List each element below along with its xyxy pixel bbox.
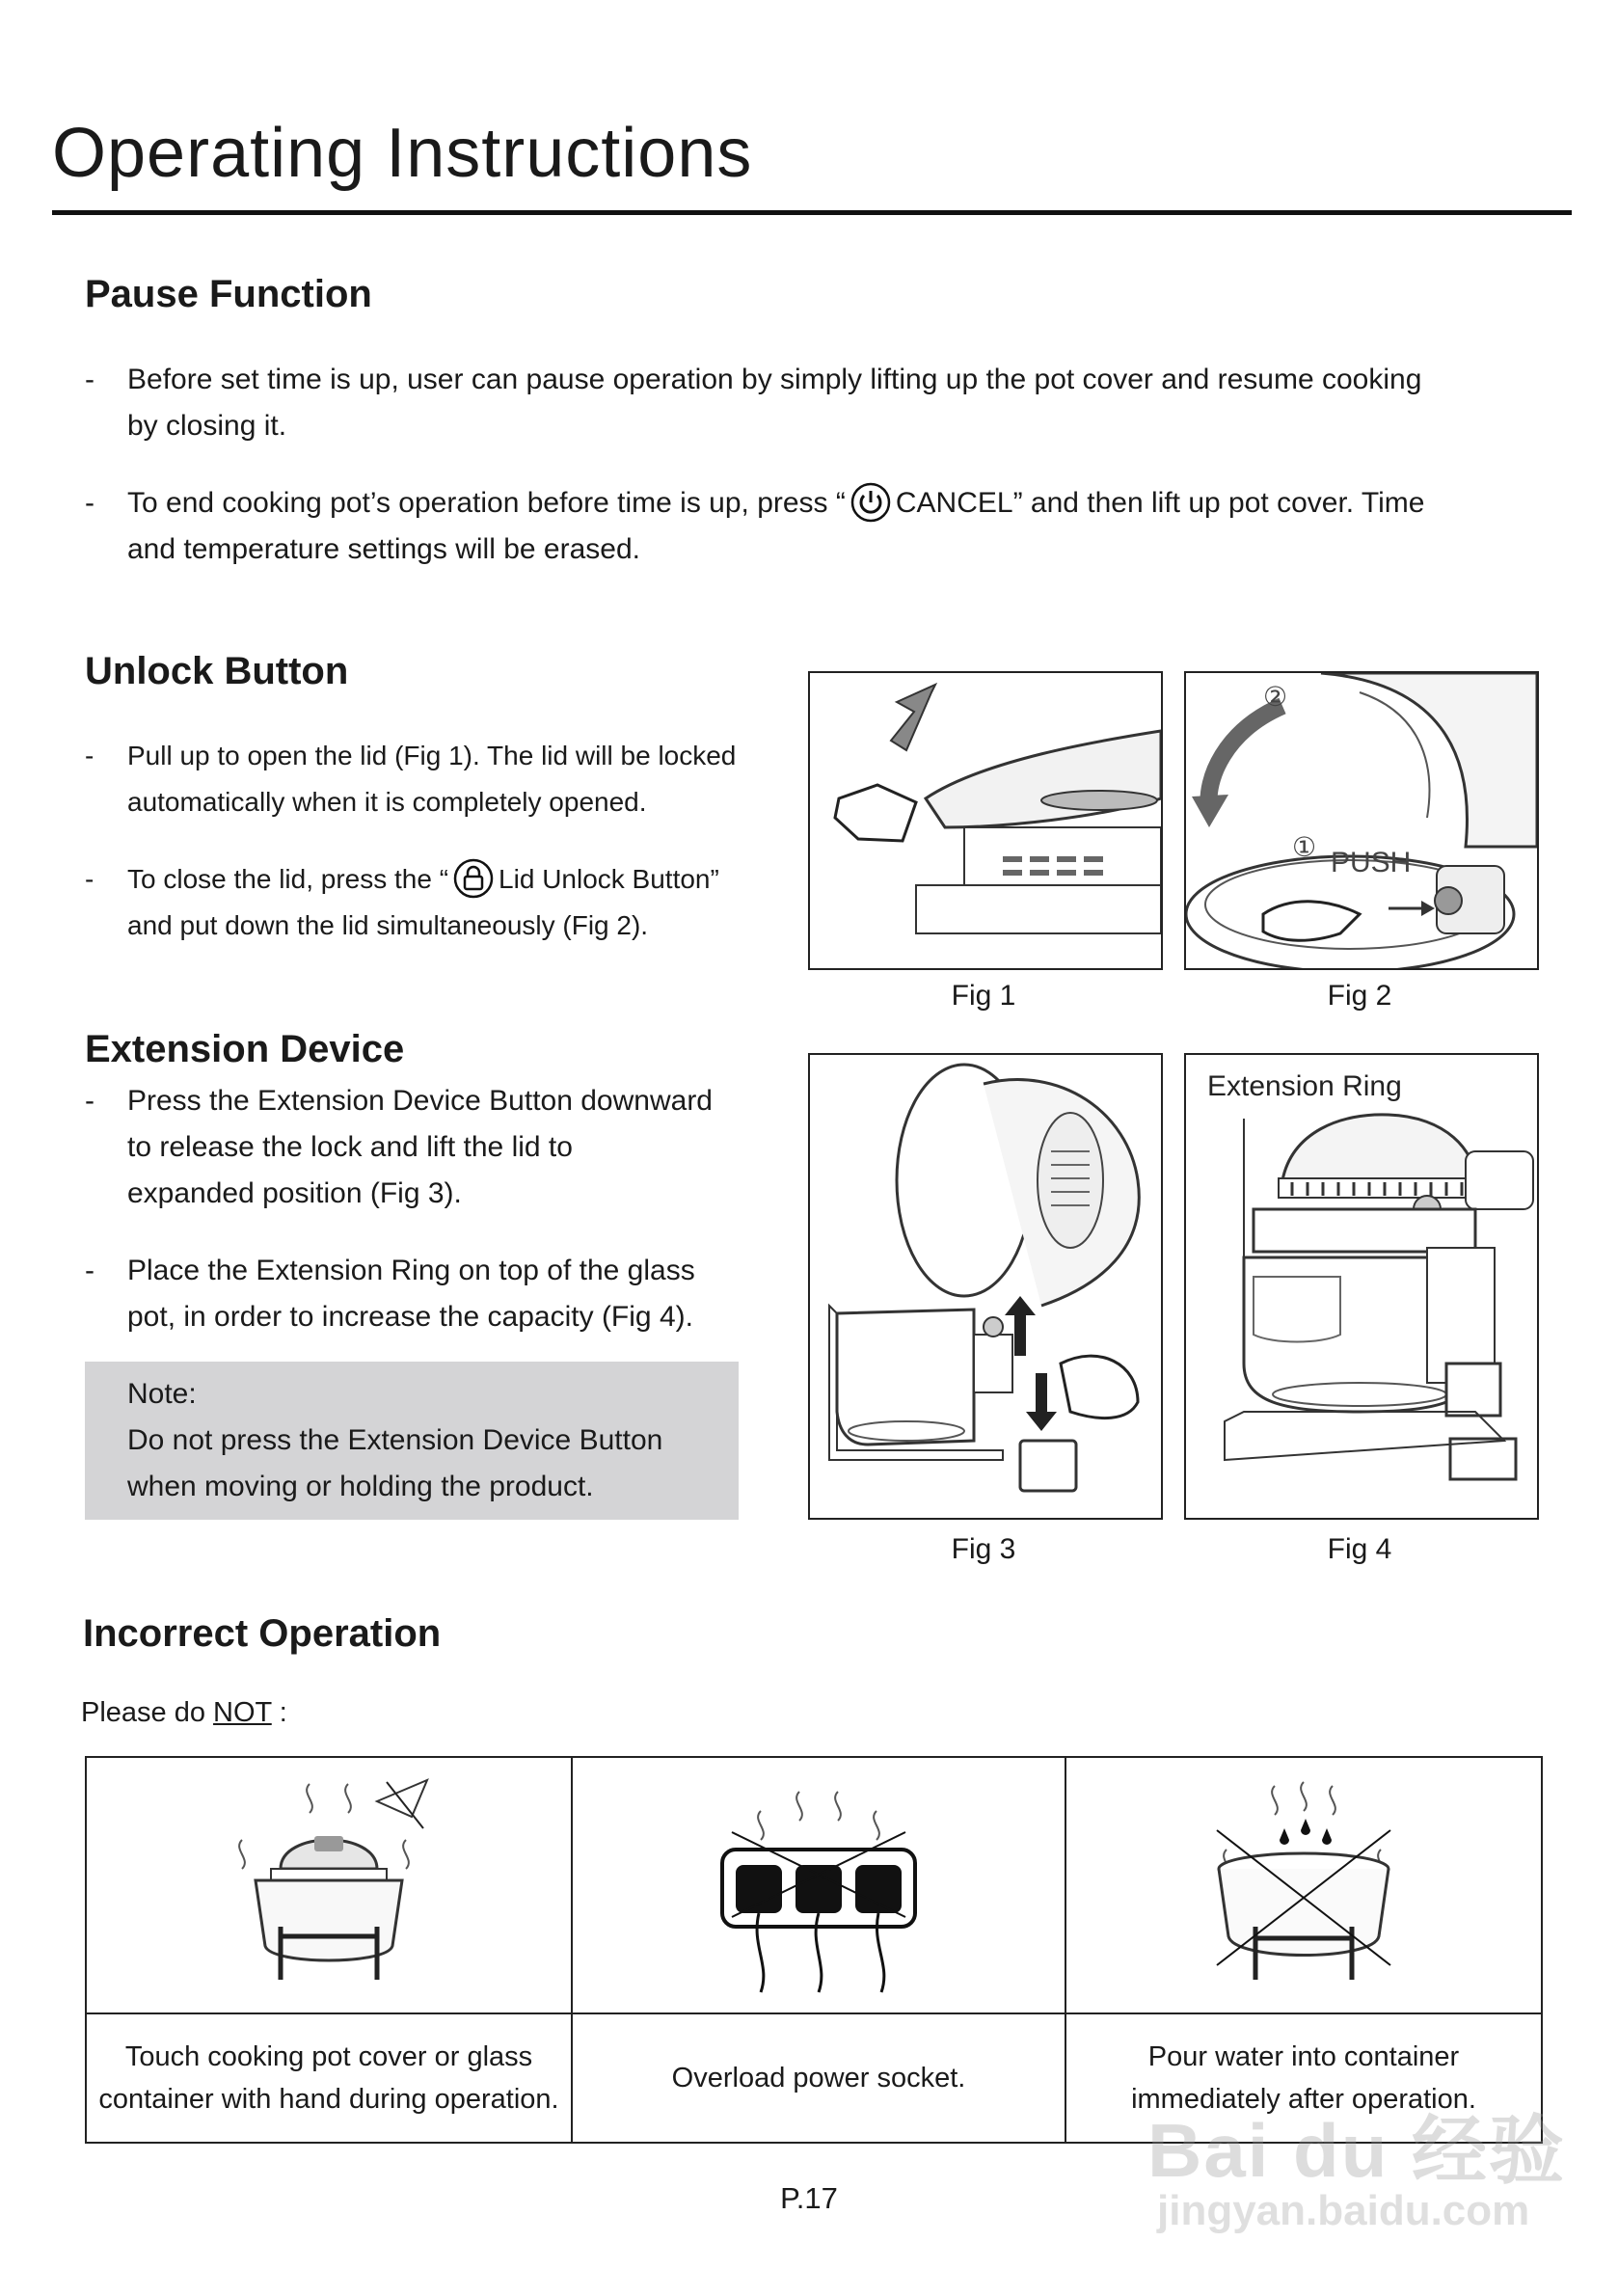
hand-icon [377,1780,427,1817]
bullet-dash: - [85,741,94,770]
fig1-caption: Fig 1 [951,980,1016,1012]
table-cell [1065,1757,1542,2013]
note-box [85,1362,739,1520]
pause-bullet-1-line-1: Before set time is up, user can pause operation by simply lifting up the pot cover and resume cooking [127,364,1422,395]
table-cell [86,2013,572,2143]
item-3-line-1: Pour water into container [1147,2041,1460,2072]
figure-1-lid-pull [808,671,1163,970]
bullet-dash: - [85,864,94,894]
incorrect-operation-table [85,1756,1543,2144]
item-3-line-2: immediately after operation. [1131,2084,1476,2115]
item-1-line-2: container with hand during operation. [98,2084,559,2115]
unlock-bullet-1-line-1: Pull up to open the lid (Fig 1). The lid will be locked [127,741,737,770]
extension-bullet-1 [85,1078,798,1219]
bullet-dash: - [85,487,94,519]
touch-hot-cover-icon [213,1772,445,1994]
please-pre: Please do [81,1697,214,1728]
pause-bullet-1-line-2: by closing it. [127,410,287,442]
fig2-step-2: ② [1263,681,1288,713]
bullet-dash: - [85,1255,94,1286]
overload-socket-icon [703,1772,934,1994]
table-cell [572,1757,1065,2013]
unlock-bullet-2-line-1 [127,856,719,903]
figure-3-extension-lift [808,1053,1163,1520]
pause-bullet-2-line-2: and temperature settings will be erased. [127,533,640,565]
item-2-line-1: Overload power socket. [671,2063,966,2093]
table-cell [86,1757,572,2013]
fig2-push-label: PUSH [1331,847,1412,878]
fig3-caption: Fig 3 [951,1533,1016,1565]
fig4-extension-ring-label: Extension Ring [1207,1070,1402,1102]
unlock-heading: Unlock Button [85,650,349,692]
pause-heading: Pause Function [85,273,372,315]
pour-water-icon [1188,1772,1419,1994]
hand-icon [1061,1356,1138,1418]
bullet-dash: - [85,1085,94,1117]
please-do-not [81,1697,287,1729]
extension-bullet-1-line-1: Press the Extension Device Button downward [127,1085,713,1117]
watermark-logo: Bai du 经验 [1147,2108,1567,2193]
figure-4-extension-ring [1184,1053,1539,1520]
please-not: NOT [213,1697,272,1728]
extension-bullet-2 [85,1248,798,1344]
page-title: Operating Instructions [52,115,753,192]
page-number: P.17 [780,2181,838,2215]
hand-icon [835,785,916,841]
title-divider [52,210,1572,215]
unlock-bullet-2 [85,856,798,953]
hand-icon [1263,902,1360,940]
extension-bullet-2-line-2: pot, in order to increase the capacity (Fig 4). [127,1301,693,1333]
up-arrow-icon [891,685,935,750]
pause-bullet-2 [85,480,1560,577]
table-row [86,1757,1542,2013]
fig4-illustration [1186,1055,1537,1518]
lock-icon [452,857,495,900]
extension-heading: Extension Device [85,1028,405,1070]
unlock-bullet-1 [85,733,798,829]
note-line-2: when moving or holding the product. [127,1471,594,1502]
fig2-illustration [1186,673,1537,968]
pause-bullet-1 [85,357,1560,453]
table-cell [572,2013,1065,2143]
note-title: Note: [127,1378,197,1410]
unlock-bullet-2-pre: To close the lid, press the “ [127,864,449,894]
unlock-bullet-2-line-2: and put down the lid simultaneously (Fig 2). [127,910,649,940]
fig3-illustration [810,1055,1161,1518]
extension-bullet-2-line-1: Place the Extension Ring on top of the glass [127,1255,695,1286]
power-icon [849,481,892,524]
unlock-bullet-1-line-2: automatically when it is completely opened. [127,787,647,817]
extension-bullet-1-line-3: expanded position (Fig 3). [127,1177,462,1209]
fig1-illustration [810,673,1161,968]
fig4-caption: Fig 4 [1327,1533,1392,1565]
pause-bullet-2-pre: To end cooking pot’s operation before time is up, press “ [127,487,846,519]
pause-bullet-2-line-1 [127,480,1424,527]
extension-bullet-1-line-2: to release the lock and lift the lid to [127,1131,573,1163]
curved-arrow-icon [1209,706,1282,808]
please-post: : [271,1697,287,1728]
figure-2-lid-push [1184,671,1539,970]
down-arrow-icon [1026,1373,1057,1431]
watermark-url: jingyan.baidu.com [1157,2187,1530,2234]
unlock-bullet-2-post: Lid Unlock Button” [499,864,719,894]
incorrect-heading: Incorrect Operation [83,1612,442,1655]
bullet-dash: - [85,364,94,395]
item-1-line-1: Touch cooking pot cover or glass [124,2041,533,2072]
fig2-step-1: ① [1292,831,1317,863]
pause-bullet-2-post: CANCEL” and then lift up pot cover. Time [895,487,1425,519]
note-line-1: Do not press the Extension Device Button [127,1424,663,1456]
fig2-caption: Fig 2 [1327,980,1392,1012]
